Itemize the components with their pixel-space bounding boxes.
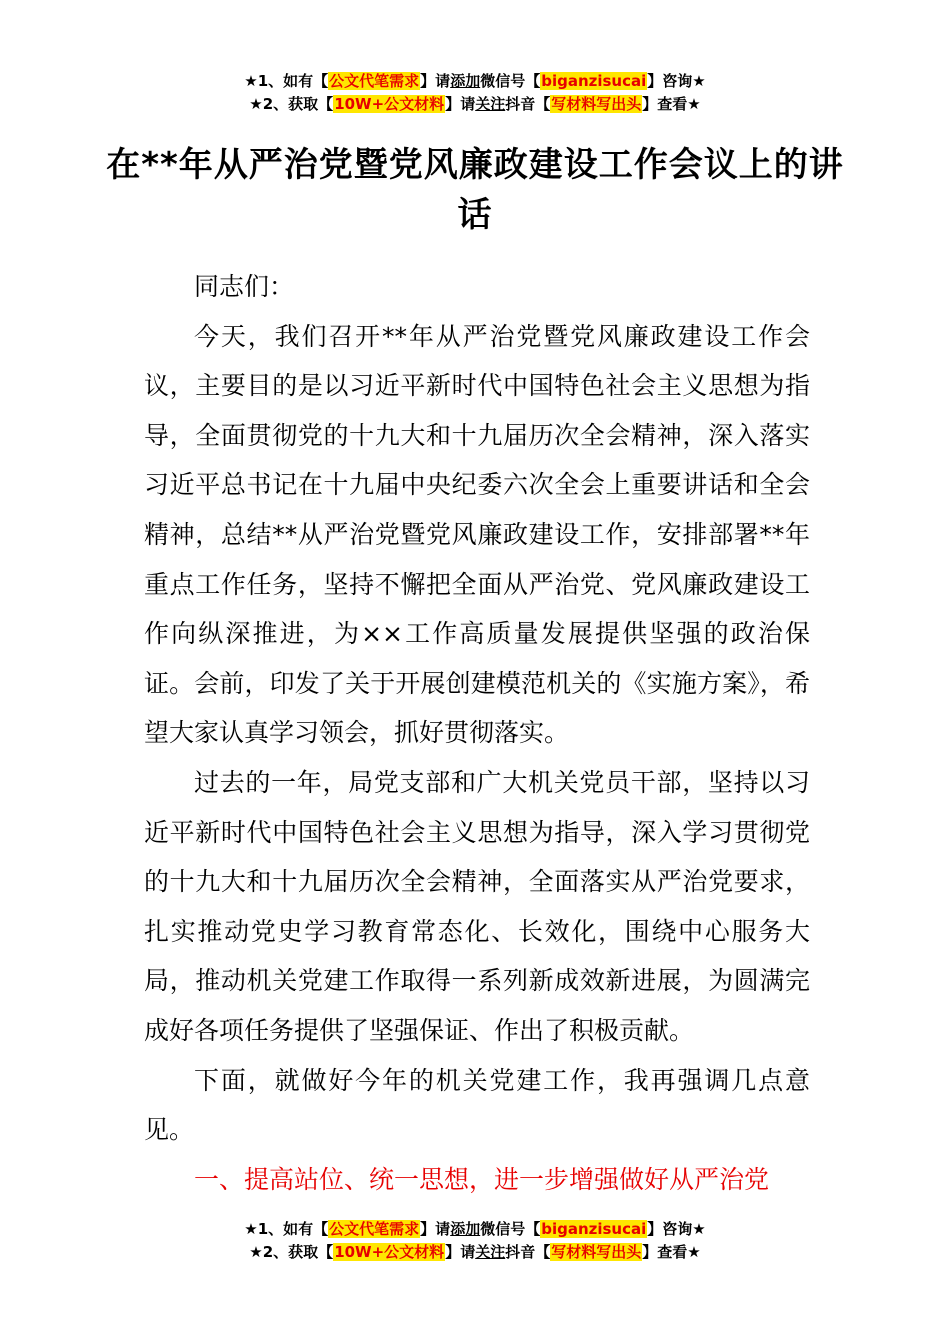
promo-line-1: ★1、如有【公文代笔需求】请添加微信号【biganzisucai】咨询★ [244, 72, 706, 90]
highlight-service: 公文代笔需求 [329, 72, 420, 90]
promo-line-1: ★1、如有【公文代笔需求】请添加微信号【biganzisucai】咨询★ [244, 1220, 706, 1238]
paragraph: 今天，我们召开**年从严治党暨党风廉政建设工作会议，主要目的是以习近平新时代中国特色社会主义思想为指导，全面贯彻党的十九大和十九届历次全会精神，深入落实习近平总书记在十九届中央纪委六次全会上重要讲话和全会精神，总结**从严治党暨党风廉政建设工作，安排部署**年重点工作任务，坚持不懈把全面从严治党、党风廉政建设工作向纵深推进，为××工作高质量发展提供坚强的政治保证。会前，印发了关于开展创建模范机关的《实施方案》，希望大家认真学习领会，抓好贯彻落实。 [144, 321, 810, 748]
highlight-materials: 10W+公文材料 [334, 95, 445, 113]
paragraph: 过去的一年，局党支部和广大机关党员干部，坚持以习近平新时代中国特色社会主义思想为指导，深入学习贯彻党的十九大和十九届历次全会精神，全面落实从严治党要求，扎实推动党史学习教育常态化、长效化，围绕中心服务大局，推动机关党建工作取得一系列新成效新进展，为圆满完成好各项任务提供了坚强保证、作出了积极贡献。 [144, 767, 810, 1045]
document-body [144, 262, 810, 1204]
promo-banner-bottom [0, 1218, 950, 1264]
document-title: 在**年从严治党暨党风廉政建设工作会议上的讲话 [106, 145, 844, 235]
highlight-douyin-id: 写材料写出头 [551, 1243, 642, 1261]
highlight-douyin-id: 写材料写出头 [551, 95, 642, 113]
highlight-materials: 10W+公文材料 [334, 1243, 445, 1261]
highlight-wechat-id: biganzisucai [541, 72, 647, 90]
promo-banner-top [0, 70, 950, 116]
highlight-wechat-id: biganzisucai [541, 1220, 647, 1238]
promo-line-2: ★2、获取【10W+公文材料】请关注抖音【写材料写出头】查看★ [249, 95, 701, 113]
highlight-service: 公文代笔需求 [329, 1220, 420, 1238]
salutation: 同志们： [194, 272, 295, 301]
promo-line-2: ★2、获取【10W+公文材料】请关注抖音【写材料写出头】查看★ [249, 1243, 701, 1261]
paragraph: 下面，就做好今年的机关党建工作，我再强调几点意见。 [144, 1065, 810, 1145]
section-heading: 一、提高站位、统一思想，进一步增强做好从严治党 [194, 1164, 770, 1194]
